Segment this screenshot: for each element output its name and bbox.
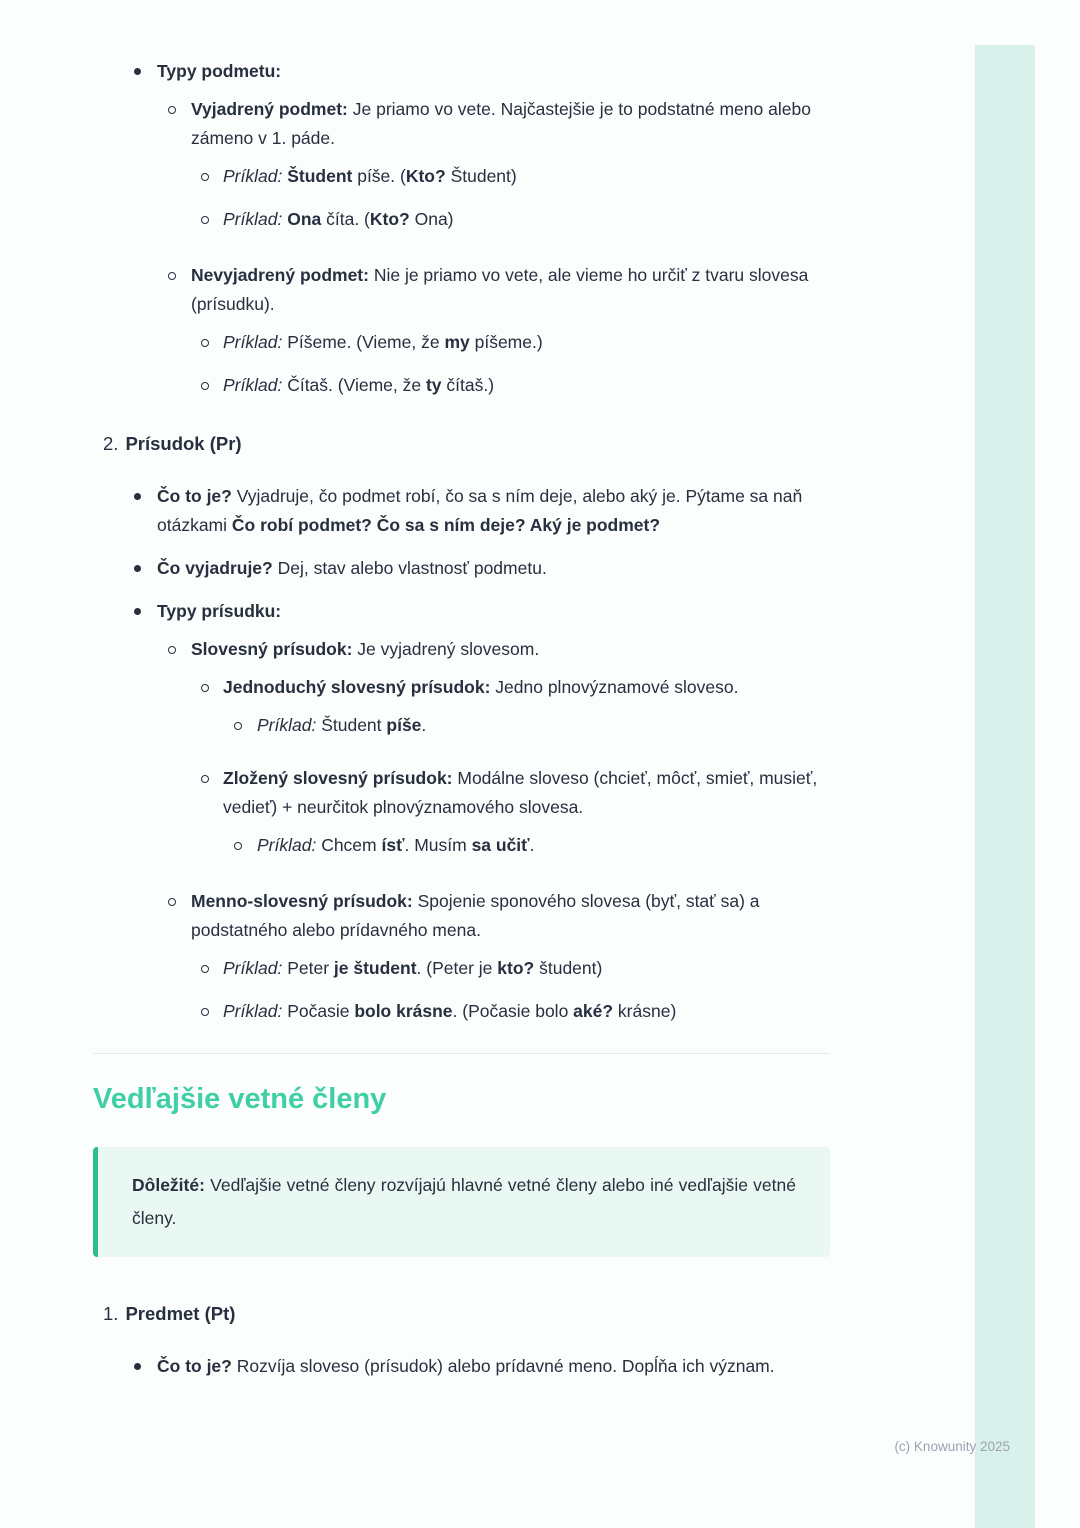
list-item-text: Slovesný prísudok: Je vyjadrený slovesom. [191, 639, 540, 659]
list-item-text: Čo to je? Vyjadruje, čo podmet robí, čo sa s ním deje, alebo aký je. Pýtame sa naň otázkami Čo robí podmet? Čo sa s ním deje? Aký je podmet? [157, 486, 803, 535]
list-item-text: Typy podmetu: [157, 61, 282, 81]
list-item-text: Príklad: Peter je študent. (Peter je kto? študent) [223, 958, 603, 978]
section-heading-vedlajsie-vetne-cleny: Vedľajšie vetné členy [93, 1083, 387, 1115]
list-item-text: Zložený slovesný prísudok: Modálne sloveso (chcieť, môcť, smieť, musieť, vedieť) + neurčitok plnovýznamového slovesa. [223, 768, 818, 817]
list-item-priklad-piseme [93, 328, 830, 357]
list-item-zlozeny-prisudok [93, 764, 830, 822]
watermark: (c) Knowunity 2025 [894, 1439, 1010, 1454]
list-item-priklad-student-pise-2 [93, 711, 830, 740]
list-item-menno-slovesny [93, 887, 830, 945]
list-item-text: Príklad: Študent píše. [257, 715, 427, 735]
document-content [93, 57, 830, 1381]
list-item-text: Príklad: Počasie bolo krásne. (Počasie bolo aké? krásne) [223, 1001, 677, 1021]
list-item-nevyjadreny-podmet [93, 261, 830, 319]
list-item-co-vyjadruje [93, 554, 830, 583]
heading-number: 2. [103, 433, 119, 454]
side-accent-stripe [975, 45, 1035, 1528]
list-item-priklad-pocasie [93, 997, 830, 1026]
list-item-text: Čo to je? Rozvíja sloveso (prísudok) alebo prídavné meno. Dopĺňa ich význam. [157, 1356, 775, 1376]
list-item-text: Vyjadrený podmet: Je priamo vo vete. Najčastejšie je to podstatné meno alebo zámeno v 1. páde. [191, 99, 811, 148]
list-item-text: Menno-slovesný prísudok: Spojenie sponového slovesa (byť, stať sa) a podstatného alebo prídavného mena. [191, 891, 760, 940]
callout-dolezite [93, 1147, 830, 1257]
list-item-text: Príklad: Píšeme. (Vieme, že my píšeme.) [223, 332, 543, 352]
list-item-co-to-je-prisudok [93, 482, 830, 540]
list-item-co-to-je-predmet [93, 1352, 830, 1381]
list-item-text: Jednoduchý slovesný prísudok: Jedno plnovýznamové sloveso. [223, 677, 739, 697]
list-item-priklad-peter [93, 954, 830, 983]
list-item-text: Typy prísudku: [157, 601, 282, 621]
list-item-vyjadreny-podmet [93, 95, 830, 153]
list-item-text: Príklad: Chcem ísť. Musím sa učiť. [257, 835, 535, 855]
heading-prisudok [93, 429, 830, 458]
list-item-priklad-citas [93, 371, 830, 400]
list-item-text: Čo vyjadruje? Dej, stav alebo vlastnosť podmetu. [157, 558, 547, 578]
list-item-slovesny-prisudok [93, 635, 830, 664]
heading-number: 1. [103, 1303, 119, 1324]
list-item-text: Príklad: Ona číta. (Kto? Ona) [223, 209, 454, 229]
list-item-priklad-student-pise [93, 162, 830, 191]
list-item-jednoduchy-prisudok [93, 673, 830, 702]
list-item-priklad-chcem-ist [93, 831, 830, 860]
list-item-text: Príklad: Študent píše. (Kto? Študent) [223, 166, 517, 186]
list-item-text: Príklad: Čítaš. (Vieme, že ty čítaš.) [223, 375, 495, 395]
callout-text: Dôležité: Vedľajšie vetné členy rozvíjajú hlavné vetné členy alebo iné vedľajšie vetné členy. [132, 1175, 796, 1228]
list-item-text: Nevyjadrený podmet: Nie je priamo vo vete, ale vieme ho určiť z tvaru slovesa (prísudku). [191, 265, 809, 314]
heading-predmet [93, 1299, 830, 1328]
heading-title: Prísudok (Pr) [125, 433, 242, 454]
list-item-typy-podmetu [93, 57, 830, 86]
list-item-priklad-ona-cita [93, 205, 830, 234]
section-divider [93, 1053, 830, 1054]
list-item-typy-prisudku [93, 597, 830, 626]
heading-title: Predmet (Pt) [125, 1303, 236, 1324]
